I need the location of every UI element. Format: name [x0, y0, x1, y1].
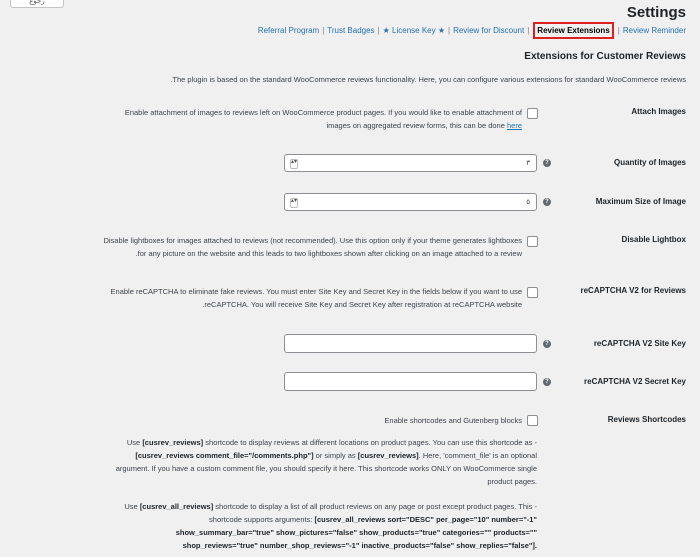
nav-referral-program[interactable]: Referral Program: [257, 26, 320, 35]
nav-license-key[interactable]: ★ License Key ★: [382, 26, 445, 35]
help-icon[interactable]: ?: [543, 340, 551, 348]
back-button[interactable]: رجوع: [10, 0, 64, 8]
sub-navigation: Referral Program | Trust Badges | ★ License Key ★ | Review for Discount | Review Extensions | Review Reminder: [258, 26, 686, 35]
recaptcha-checkbox[interactable]: [527, 287, 538, 298]
number-spinner-icon[interactable]: ▴▾: [290, 159, 298, 169]
disable-lightbox-label: Disable Lightbox: [621, 235, 686, 244]
nav-review-reminder[interactable]: Review Reminder: [622, 26, 686, 35]
nav-trust-badges[interactable]: Trust Badges: [327, 26, 375, 35]
shortcodes-checkbox[interactable]: [527, 415, 538, 426]
help-icon[interactable]: ?: [543, 378, 551, 386]
shortcode-code: [cusrev_reviews comment_file="/comments.php"]: [135, 451, 314, 460]
nav-review-for-discount[interactable]: Review for Discount: [453, 26, 525, 35]
recaptcha-label: reCAPTCHA V2 for Reviews: [580, 286, 686, 295]
attach-images-checkbox[interactable]: [527, 108, 538, 119]
help-icon[interactable]: ?: [543, 198, 551, 206]
recaptcha-description: Enable reCAPTCHA to eliminate fake reviews. You must enter Site Key and Secret Key in the fields below if you want to use reCAPTCHA. You will receive Site Key and Secret Key after registration at reCAPTCHA website.: [110, 287, 522, 309]
shortcode-code: [cusrev_all_reviews sort="DESC" per_page="10" number="-1": [314, 515, 537, 524]
shortcode-code: [cusrev_all_reviews]: [139, 502, 214, 511]
max-size-label: Maximum Size of Image: [595, 197, 686, 206]
max-size-value: ٥: [526, 199, 530, 206]
quantity-images-input[interactable]: [284, 154, 537, 172]
shortcodes-enable-text: Enable shortcodes and Gutenberg blocks: [384, 416, 522, 425]
site-key-input[interactable]: [284, 334, 537, 353]
attach-images-here-link[interactable]: here: [506, 121, 522, 130]
disable-lightbox-checkbox[interactable]: [527, 236, 538, 247]
max-size-input[interactable]: [284, 193, 537, 211]
shortcode-code: shop_reviews="true" number_shop_reviews="-1" inactive_products="false" show_replies="false"].: [182, 541, 537, 550]
shortcode-all-reviews-description: Use [cusrev_all_reviews] shortcode to display a list of all product reviews on any page or post except product pages. This - shortcode supports arguments: [cusrev_all_reviews sort="DESC" per_page="10" number="-1" show_summary_bar="true" show_pictures="false" show_products="true" categories="" products="" shop_reviews="true" number_shop_reviews="-1" inactive_products="false" show_replies="false"].: [124, 502, 537, 550]
attach-images-description: Enable attachment of images to reviews left on WooCommerce product pages. If you would like to enable attachment of images on aggregated review forms, this can be done here: [124, 108, 522, 130]
section-intro: The plugin is based on the standard WooCommerce reviews functionality. Here, you can configure various extensions for standard WooCommerce reviews.: [170, 75, 686, 84]
shortcodes-label: Reviews Shortcodes: [607, 415, 686, 424]
page-title: Settings: [626, 4, 686, 21]
quantity-images-value: ٣: [526, 160, 530, 167]
attach-images-label: Attach Images: [631, 107, 686, 116]
shortcode-code: show_summary_bar="true" show_pictures="false" show_products="true" categories="" products="": [175, 528, 537, 537]
disable-lightbox-description: Disable lightboxes for images attached to reviews (not recommended). Use this option only if your theme generates lightboxes for any picture on the website and this leads to two lightboxes shown after clicking on an image attached to a review.: [103, 236, 522, 258]
shortcode-code: [cusrev_reviews]: [142, 438, 204, 447]
help-icon[interactable]: ?: [543, 159, 551, 167]
number-spinner-icon[interactable]: ▴▾: [290, 198, 298, 208]
shortcode-code: [cusrev_reviews]: [357, 451, 419, 460]
secret-key-input[interactable]: [284, 372, 537, 391]
quantity-images-label: Quantity of Images: [613, 158, 686, 167]
nav-review-extensions[interactable]: Review Extensions: [533, 22, 613, 39]
section-title: Extensions for Customer Reviews: [524, 51, 686, 62]
shortcode-reviews-description: Use [cusrev_reviews] shortcode to display reviews at different locations on product pages. You can use this shortcode as - [cusrev_reviews comment_file="/comments.php"] or simply as [cusrev_reviews]. Here, 'comment_file' is an optional argument. If you have a custom comment file, you should specify it here. This shortcode works ONLY on WooCommerce single product pages.: [115, 438, 537, 486]
secret-key-label: reCAPTCHA V2 Secret Key: [584, 377, 686, 386]
site-key-label: reCAPTCHA V2 Site Key: [593, 339, 686, 348]
